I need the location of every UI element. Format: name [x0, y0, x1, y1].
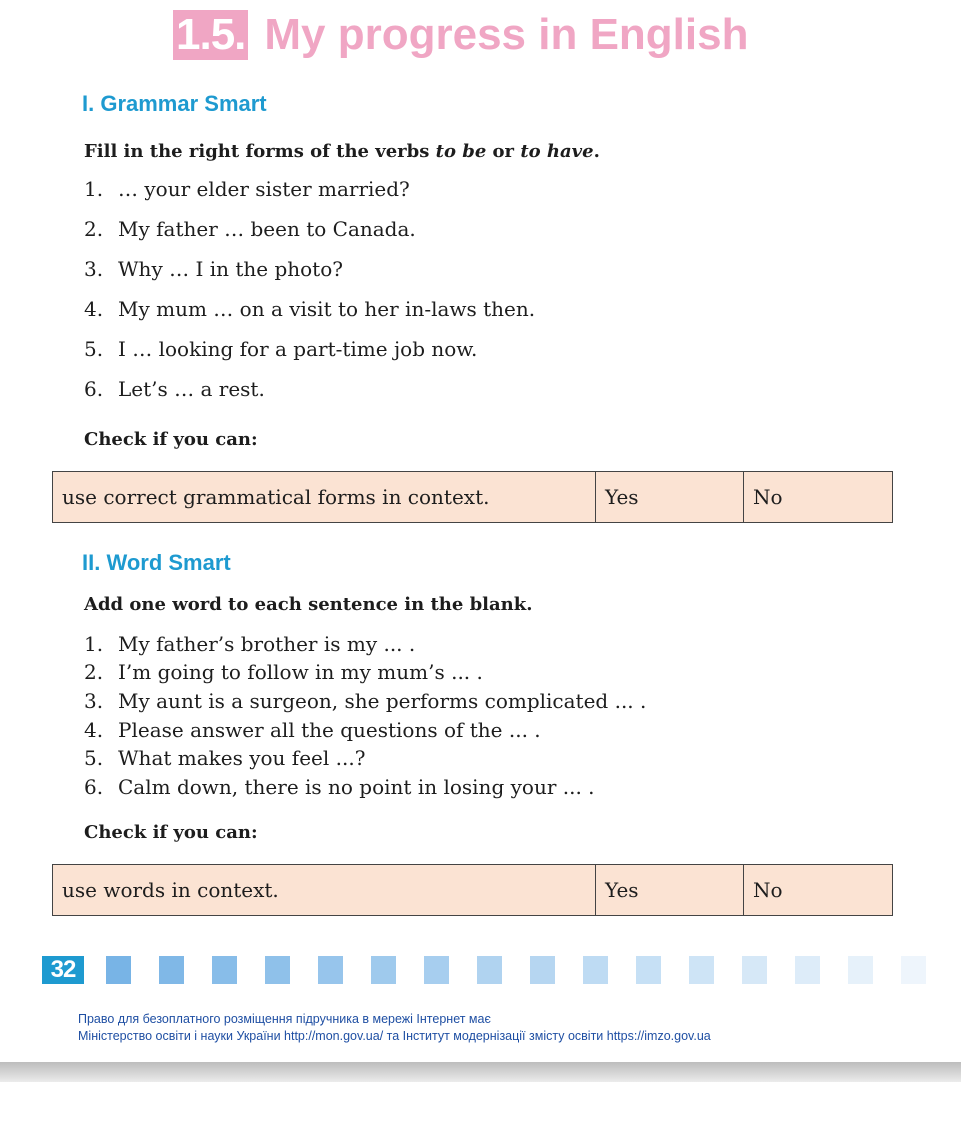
- footer-note-line1: Право для безоплатного розміщення підручника в мережі Інтернет має: [78, 1012, 491, 1026]
- decorative-square: [477, 956, 502, 984]
- unit-number-badge: [173, 10, 248, 60]
- footer-note-line2: Міністерство освіти і науки України http://mon.gov.ua/ та Інститут модернізації змісту освіти https://imzo.gov.ua: [78, 1029, 711, 1043]
- page-header: [173, 10, 748, 60]
- grammar-item: 1. … your elder sister married?: [84, 177, 410, 201]
- grammar-item: 3. Why … I in the photo?: [84, 257, 343, 281]
- grammar-heading: I. Grammar Smart: [82, 91, 267, 116]
- grammar-item: 5. I … looking for a part-time job now.: [84, 337, 478, 361]
- page-title: My progress in English: [264, 10, 749, 59]
- word-check-label: Check if you can:: [84, 822, 258, 843]
- decorative-square: [848, 956, 873, 984]
- no-cell[interactable]: No: [753, 485, 783, 509]
- decorative-square: [795, 956, 820, 984]
- decorative-square: [212, 956, 237, 984]
- word-item: 5. What makes you feel ...?: [84, 746, 366, 770]
- bottom-divider-bar: [0, 1062, 961, 1082]
- decorative-square: [159, 956, 184, 984]
- grammar-check-label: Check if you can:: [84, 429, 258, 450]
- word-item: 6. Calm down, there is no point in losing your ... .: [84, 775, 595, 799]
- word-item: 2. I’m going to follow in my mum’s ... .: [84, 660, 483, 684]
- page-number: 32: [42, 956, 84, 984]
- word-heading: II. Word Smart: [82, 550, 231, 575]
- grammar-item: 2. My father … been to Canada.: [84, 217, 416, 241]
- decorative-square: [636, 956, 661, 984]
- skill-cell: use words in context.: [53, 865, 596, 915]
- decorative-square: [424, 956, 449, 984]
- decorative-square: [318, 956, 343, 984]
- decorative-square: [583, 956, 608, 984]
- yes-cell[interactable]: Yes: [596, 865, 744, 915]
- decorative-square: [689, 956, 714, 984]
- skill-cell: use correct grammatical forms in context.: [53, 472, 596, 522]
- grammar-instruction: Fill in the right forms of the verbs to be or to have.: [84, 141, 600, 162]
- decorative-square: [106, 956, 131, 984]
- yes-cell[interactable]: Yes: [596, 472, 744, 522]
- grammar-item: 4. My mum … on a visit to her in-laws then.: [84, 297, 536, 321]
- decorative-square: [901, 956, 926, 984]
- word-item: 3. My aunt is a surgeon, she performs complicated ... .: [84, 689, 647, 713]
- decorative-squares: [106, 956, 954, 984]
- decorative-square: [265, 956, 290, 984]
- decorative-square: [742, 956, 767, 984]
- word-instruction: Add one word to each sentence in the blank.: [84, 594, 533, 615]
- word-item: 4. Please answer all the questions of the ... .: [84, 718, 541, 742]
- word-check-table: [52, 864, 893, 916]
- decorative-square: [530, 956, 555, 984]
- word-item: 1. My father’s brother is my ... .: [84, 632, 416, 656]
- grammar-check-table: [52, 471, 893, 523]
- no-cell[interactable]: No: [753, 878, 783, 902]
- decorative-square: [371, 956, 396, 984]
- grammar-item: 6. Let’s … a rest.: [84, 377, 265, 401]
- unit-number: 1.5.: [176, 10, 246, 59]
